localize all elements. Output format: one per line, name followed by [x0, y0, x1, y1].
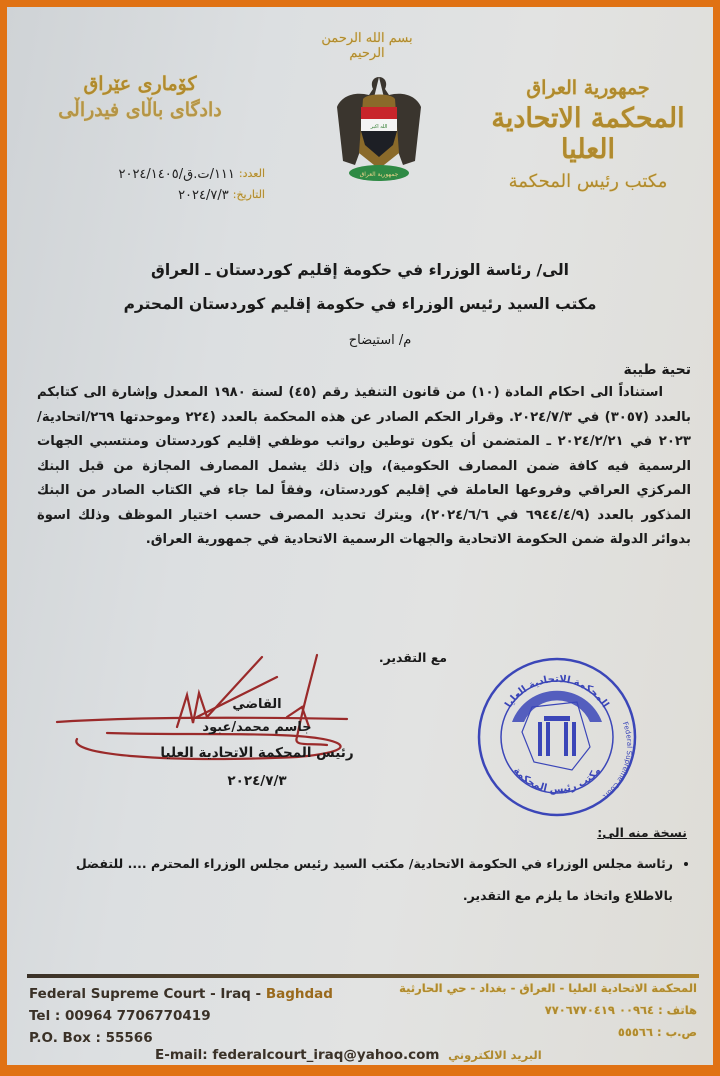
footer-tel-ar: هاتف : ٠٠٩٦٤ ٧٧٠٦٧٧٠٤١٩: [544, 1003, 697, 1017]
footer-address-ar: المحكمة الاتحادية العليا - العراق - بغداد - حي الحارثية: [399, 981, 697, 995]
signature-date: ٢٠٢٤/٧/٣: [227, 773, 287, 789]
signatory-name: جاسم محمد/عبود: [202, 720, 312, 735]
svg-text:المحكمة الاتحادية العليا: المحكمة الاتحادية العليا: [503, 673, 611, 710]
letterhead-kurdish: [25, 73, 255, 121]
court-name-kurdish: دادگای باڵای فیدراڵی: [58, 99, 222, 121]
addressee-block: [47, 253, 673, 321]
ref-date: ٢٠٢٤/٧/٣: [178, 188, 229, 203]
body-paragraph: استناداً الى احكام المادة (١٠) من قانون التنفيذ رقم (٤٥) لسنة ١٩٨٠ المعدل وإشارة الى كتابكم بالعدد (٣٠٥٧) في ٢٠٢٤/٧/٣. وقرار الحكم الصادر عن هذه المحكمة بالعدد (٢٢٤ وموحدتها ٢٦٩/اتحادية/٢٠٢٣ في ٢٠٢٤/٢/٢١ ـ المتضمن أن يكون توطين رواتب موظفي إقليم كوردستان ومنتسبي الجهات الرسمية فيه كافة ضمن المصارف الحكومية)، وإن ذلك يشمل المصارف المجازة من قبل البنك المركزي العراقي وفروعها العاملة في إقليم كوردستان، وفقاً لما جاء في الكتاب الصادر من البنك المذكور بالعدد (٦٩٤٤/٤/٩ في ٢٠٢٤/٦/٦)، ويترك تحديد المصرف حسب اختيار الموظف وذلك اسوة بدوائر الدولة ضمن الحكومة الاتحادية والجهات الرسمية الاتحادية في جمهورية العراق.: [37, 385, 692, 547]
svg-text:Federal Supreme Court: Federal Supreme Court: [601, 720, 634, 801]
addressee-line-2: مكتب السيد رئيس الوزراء في حكومة إقليم كوردستان المحترم: [123, 295, 597, 313]
signatory-title: القاضي: [232, 697, 282, 712]
svg-text:الله اكبر: الله اكبر: [370, 124, 388, 130]
letter-page: [7, 7, 713, 1065]
svg-text:جمهورية العراق: جمهورية العراق: [359, 171, 399, 178]
letterhead-arabic: [483, 77, 693, 192]
iraq-eagle-emblem-icon: [333, 73, 425, 185]
svg-text:مكتب رئيس المحكمة: مكتب رئيس المحكمة: [510, 765, 604, 796]
reference-block: [15, 167, 265, 209]
copies-heading: نسخة منه الى:: [597, 825, 687, 840]
bismillah: بسم الله الرحمن الرحيم: [321, 31, 413, 61]
court-name: المحكمة الاتحادية العليا: [491, 103, 685, 165]
signatory-position: رئيس المحكمة الاتحادية العليا: [160, 745, 354, 761]
footer-po-ar: ص.ب : ٥٥٥٦٦: [617, 1025, 697, 1039]
office-name: مكتب رئيس المحكمة: [508, 171, 668, 192]
ref-number-label: العدد:: [238, 167, 265, 180]
republic-name: جمهورية العراق: [526, 77, 650, 99]
signatory-block: [157, 697, 357, 789]
addressee-line-1: الى/ رئاسة الوزراء في حكومة إقليم كوردستان ـ العراق: [150, 261, 569, 279]
greeting: تحية طيبة: [623, 362, 691, 378]
footer-po-en: P.O. Box : 55566: [29, 1030, 153, 1046]
subject-line: م/ استيضاح: [348, 333, 412, 348]
footer-address-en: Federal Supreme Court - Iraq - Baghdad: [29, 986, 333, 1002]
copies-list: [37, 848, 691, 912]
footer-english: [29, 983, 333, 1049]
footer-tel-en: Tel : 00964 7706770419: [29, 1008, 211, 1024]
footer-email: [155, 1047, 542, 1063]
footer-arabic: [399, 977, 697, 1043]
republic-name-kurdish: کۆماری عێراق: [83, 73, 197, 95]
copies-section: [37, 825, 691, 912]
email-address: E-mail: federalcourt_iraq@yahoo.com: [155, 1047, 440, 1063]
ref-number: ١١١/ت.ق/٢٠٢٤/١٤٠٥: [118, 167, 235, 182]
ref-date-label: التاريخ:: [232, 188, 265, 201]
closing: مع التقدير.: [378, 650, 447, 665]
copy-recipient: • رئاسة مجلس الوزراء في الحكومة الاتحادية/ مكتب السيد رئيس مجلس الوزراء المحترم .... للتفضل بالاطلاع واتخاذ ما يلزم مع التقدير.: [37, 848, 673, 912]
letter-body: [37, 381, 691, 553]
email-label-ar: البريد الالكتروني: [448, 1048, 542, 1062]
court-seal-stamp-icon: [472, 652, 642, 822]
